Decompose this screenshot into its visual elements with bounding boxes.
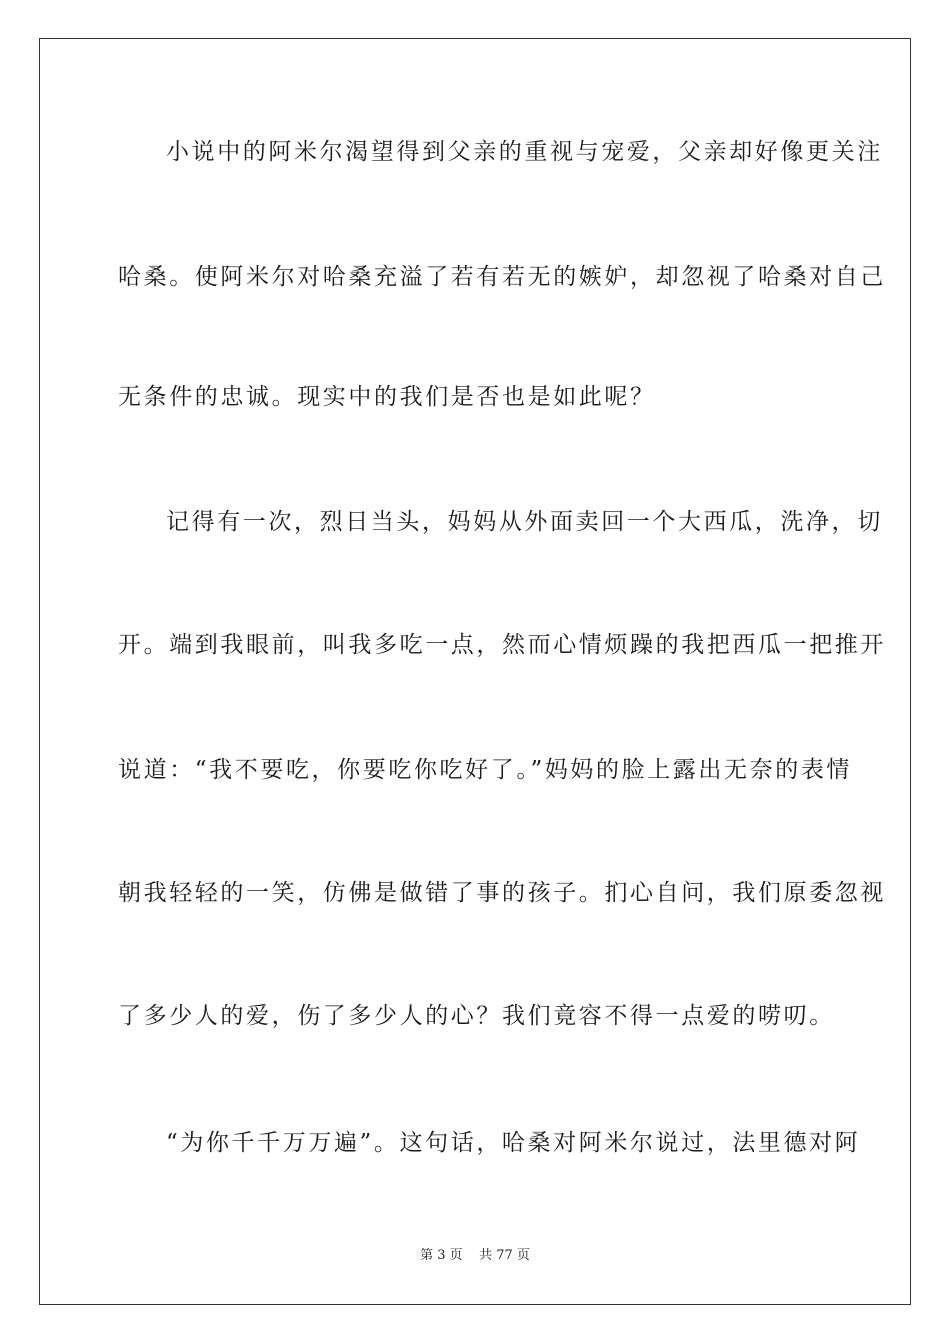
text-line: 朝我轻轻的一笑，仿佛是做错了事的孩子。扪心自问，我们原委忽视 (118, 880, 886, 906)
text-line: 哈桑。使阿米尔对哈桑充溢了若有若无的嫉妒，却忽视了哈桑对自己 (118, 264, 886, 290)
text-line: 说道：“我不要吃，你要吃你吃好了。”妈妈的脸上露出无奈的表情 (118, 757, 853, 783)
text-line: 开。端到我眼前，叫我多吃一点，然而心情烦躁的我把西瓜一把推开 (118, 632, 886, 658)
text-line: “为你千千万万遍”。这句话，哈桑对阿米尔说过，法里德对阿 (166, 1130, 861, 1156)
page-number-footer: 第 3 页 共 77 页 (420, 1248, 530, 1263)
page-border (39, 38, 911, 1305)
text-line: 记得有一次，烈日当头，妈妈从外面卖回一个大西瓜，洗净，切 (166, 509, 883, 535)
text-line: 小说中的阿米尔渴望得到父亲的重视与宠爱，父亲却好像更关注 (166, 139, 883, 165)
text-line: 无条件的忠诚。现实中的我们是否也是如此呢？ (118, 384, 656, 410)
text-line: 了多少人的爱，伤了多少人的心？我们竟容不得一点爱的唠叨。 (118, 1003, 835, 1029)
